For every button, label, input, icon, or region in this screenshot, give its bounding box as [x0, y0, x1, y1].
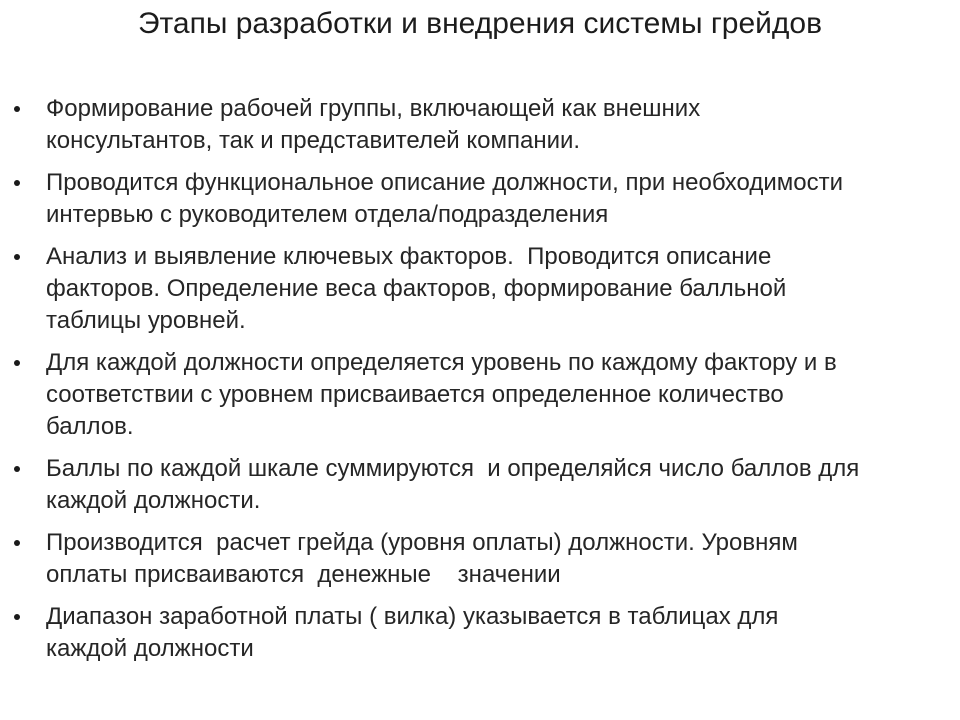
bullet-dot-icon	[14, 254, 20, 260]
bullet-text-line: оплаты присваиваются денежные значении	[46, 561, 561, 588]
bullet-text-line: интервью с руководителем отдела/подразделения	[46, 201, 609, 228]
bullet-text-line: Для каждой должности определяется уровень по каждому фактору и в	[46, 349, 837, 376]
bullet-item	[12, 453, 952, 517]
bullet-dot-icon	[14, 106, 20, 112]
bullet-text-line: Баллы по каждой шкале суммируются и определяйся число баллов для	[46, 455, 860, 482]
bullet-text-line: Формирование рабочей группы, включающей как внешних	[46, 95, 701, 122]
bullet-text-line: Анализ и выявление ключевых факторов. Проводится описание	[46, 243, 772, 270]
bullet-text-line: таблицы уровней.	[46, 307, 246, 334]
bullet-item	[12, 347, 952, 443]
bullet-dot-icon	[14, 360, 20, 366]
bullet-item	[12, 241, 952, 337]
bullet-dot-icon	[14, 466, 20, 472]
bullet-item	[12, 167, 952, 231]
bullet-text-line: консультантов, так и представителей компании.	[46, 127, 581, 154]
bullet-text-line: факторов. Определение веса факторов, формирование балльной	[46, 275, 787, 302]
bullet-text-line: Производится расчет грейда (уровня оплаты) должности. Уровням	[46, 529, 798, 556]
bullet-text-line: Проводится функциональное описание должности, при необходимости	[46, 169, 844, 196]
bullet-list	[12, 93, 952, 675]
bullet-text-line: каждой должности.	[46, 487, 261, 514]
bullet-item	[12, 601, 952, 665]
bullet-dot-icon	[14, 180, 20, 186]
bullet-text-line: Диапазон заработной платы ( вилка) указывается в таблицах для	[46, 603, 779, 630]
bullet-item	[12, 93, 952, 157]
bullet-text-line: соответствии с уровнем присваивается определенное количество	[46, 381, 784, 408]
bullet-text-line: баллов.	[46, 413, 134, 440]
bullet-text-line: каждой должности	[46, 635, 254, 662]
bullet-dot-icon	[14, 614, 20, 620]
slide-title: Этапы разработки и внедрения системы грейдов	[137, 7, 823, 40]
bullet-item	[12, 527, 952, 591]
bullet-dot-icon	[14, 540, 20, 546]
